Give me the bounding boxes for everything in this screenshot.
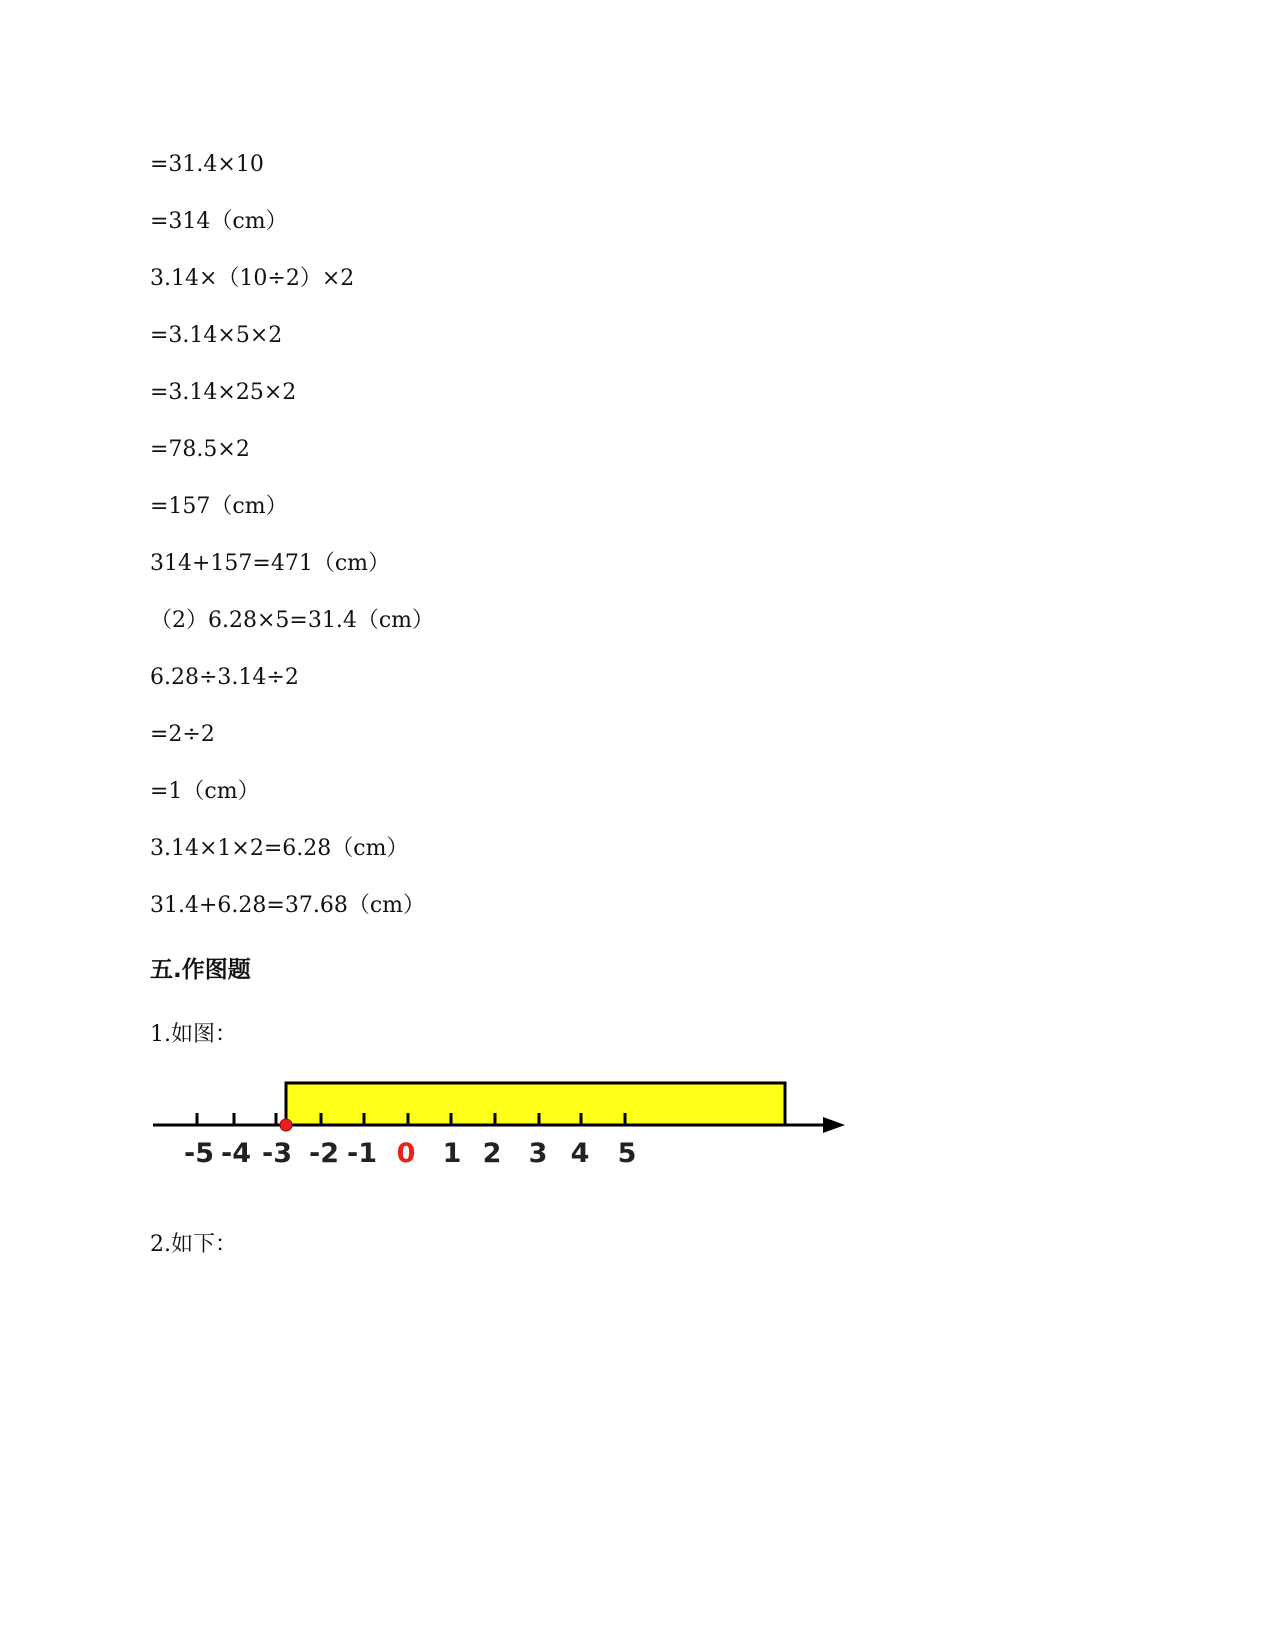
tick-label: 1 <box>442 1138 462 1169</box>
calc-line-11: =2÷2 <box>150 722 215 747</box>
tick-label: 4 <box>570 1138 590 1169</box>
tick-label: 0 <box>396 1138 416 1169</box>
calc-line-6: =78.5×2 <box>150 437 250 462</box>
tick-label: -3 <box>262 1138 292 1169</box>
calc-line-7: =157（cm） <box>150 494 288 519</box>
tick-labels <box>184 1138 636 1169</box>
start-point <box>280 1119 292 1131</box>
calc-line-3: 3.14×（10÷2）×2 <box>150 266 355 291</box>
question-1-label: 1.如图： <box>150 1022 237 1047</box>
calc-line-10: 6.28÷3.14÷2 <box>150 665 299 690</box>
tick-label: -2 <box>309 1138 339 1169</box>
section-heading: 五.作图题 <box>150 957 251 983</box>
calc-line-1: =31.4×10 <box>150 152 264 177</box>
question-2-label: 2.如下： <box>150 1232 237 1257</box>
tick-label: 2 <box>482 1138 502 1169</box>
calc-line-8: 314+157=471（cm） <box>150 551 391 576</box>
tick-label: -5 <box>184 1138 214 1169</box>
calc-line-9: （2）6.28×5=31.4（cm） <box>150 608 435 633</box>
calc-line-13: 3.14×1×2=6.28（cm） <box>150 836 409 861</box>
calc-line-12: =1（cm） <box>150 779 260 804</box>
calc-line-14: 31.4+6.28=37.68（cm） <box>150 893 426 918</box>
tick-label: -4 <box>221 1138 251 1169</box>
tick-label: 5 <box>617 1138 637 1169</box>
calc-line-5: =3.14×25×2 <box>150 380 297 405</box>
highlight-region <box>286 1083 785 1125</box>
calc-line-2: =314（cm） <box>150 209 288 234</box>
number-line-figure <box>150 1080 850 1190</box>
tick-label: -1 <box>347 1138 377 1169</box>
axis-arrow-icon <box>823 1117 845 1133</box>
tick-label: 3 <box>528 1138 548 1169</box>
calc-line-4: =3.14×5×2 <box>150 323 283 348</box>
